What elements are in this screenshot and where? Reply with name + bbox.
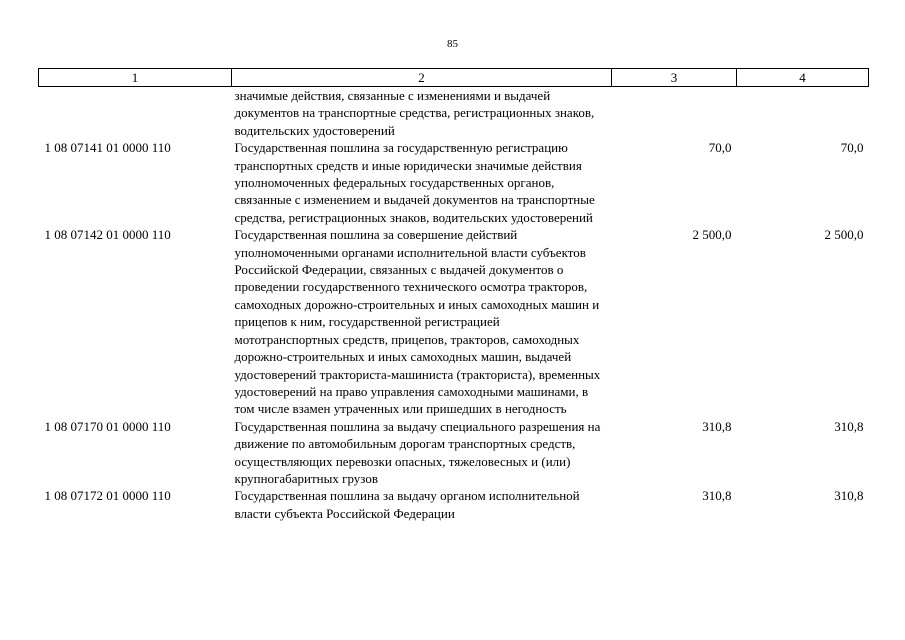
continuation-row (39, 87, 869, 140)
column-header-1: 1 (39, 69, 232, 87)
row-description: Государственная пошлина за совершение действий уполномоченными органами исполнительной власти субъектов Российской Федерации, связанных с выдачей документов о проведении государственного технического осмотра тракторов, самоходных дорожно-строительных и иных самоходных машин и прицепов к ним, государственной регистрацией мототранспортных средств, прицепов, тракторов, самоходных дорожно-строительных и иных самоходных машин, выдачей удостоверений тракториста-машиниста (тракториста), временных удостоверений на право управления самоходными машинами, в том числе взамен утраченных или пришедших в негодность (234, 227, 601, 417)
continuation-value-4 (737, 87, 869, 140)
table-row (39, 487, 869, 522)
row-value-3: 70,0 (708, 140, 732, 156)
column-header-2: 2 (232, 69, 612, 87)
row-value-3: 310,8 (702, 418, 732, 434)
row-value-4: 310,8 (834, 418, 864, 434)
column-header-3: 3 (612, 69, 737, 87)
row-code: 1 08 07172 01 0000 110 (44, 488, 171, 504)
row-value-4: 310,8 (834, 488, 864, 504)
continuation-description: значимые действия, связанные с изменениями и выдачей документов на транспортные средства, регистрационных знаков, водительских удостоверений (234, 88, 595, 138)
row-description: Государственная пошлина за выдачу органом исполнительной власти субъекта Российской Федерации (234, 488, 580, 521)
row-value-3: 310,8 (702, 488, 732, 504)
column-header-row (39, 69, 869, 87)
continuation-code-cell (39, 87, 232, 140)
row-value-4: 70,0 (840, 140, 864, 156)
row-code: 1 08 07170 01 0000 110 (44, 418, 171, 434)
page-number: 85 (447, 38, 458, 50)
table-row (39, 418, 869, 488)
budget-table (38, 68, 869, 522)
row-description: Государственная пошлина за выдачу специального разрешения на движение по автомобильным дорогам транспортных средств, осуществляющих перевозки опасных, тяжеловесных и (или) крупногабаритных грузов (234, 418, 601, 486)
row-code: 1 08 07142 01 0000 110 (44, 227, 171, 243)
row-description: Государственная пошлина за государственную регистрацию транспортных средств и иные юридически значимые действия уполномоченных федеральных государственных органов, связанные с изменением и выдачей документов на транспортные средства, регистрационных знаков, водительских удостоверений (234, 140, 595, 225)
table-row (39, 139, 869, 226)
row-value-4: 2 500,0 (824, 227, 864, 243)
continuation-value-3 (612, 87, 737, 140)
row-code: 1 08 07141 01 0000 110 (44, 140, 171, 156)
table-row (39, 226, 869, 417)
column-header-4: 4 (737, 69, 869, 87)
row-value-3: 2 500,0 (692, 227, 732, 243)
